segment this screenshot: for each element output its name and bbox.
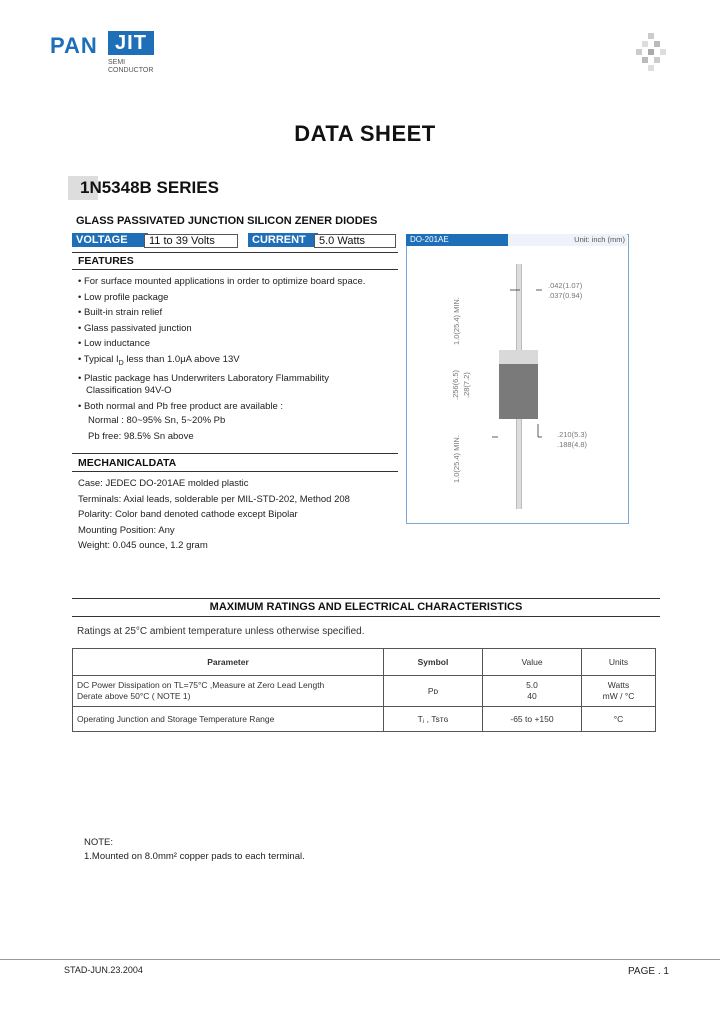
note-heading: NOTE:	[84, 837, 114, 848]
feature-item: • Low profile package	[78, 291, 169, 303]
current-value: 5.0 Watts	[314, 234, 396, 248]
divider	[72, 598, 660, 599]
logo-subtitle: SEMI CONDUCTOR	[108, 59, 154, 74]
mech-item: Weight: 0.045 ounce, 1.2 gram	[78, 540, 208, 551]
divider	[72, 269, 398, 270]
features-heading: FEATURES	[78, 255, 134, 267]
lead-dia-min: .037(0.94)	[548, 291, 583, 300]
mechanical-list	[78, 476, 398, 554]
ratings-table	[72, 648, 656, 732]
product-subtitle: GLASS PASSIVATED JUNCTION SILICON ZENER DIODES	[76, 215, 378, 227]
col-value: Value	[483, 649, 582, 676]
page-title: DATA SHEET	[294, 121, 436, 146]
footer-divider	[0, 959, 720, 960]
dimension-lines	[406, 234, 627, 522]
mech-item: Terminals: Axial leads, solderable per MIL-STD-202, Method 208	[78, 493, 350, 505]
divider	[72, 453, 398, 454]
lead-length-bottom: 1.0(25.4) MIN.	[452, 435, 461, 483]
feature-item: Normal : 80~95% Sn, 5~20% Pb	[88, 415, 226, 427]
divider	[72, 252, 398, 253]
current-label: CURRENT	[248, 233, 318, 247]
feature-item: • Glass passivated junction	[78, 322, 192, 334]
divider	[72, 616, 660, 617]
lead-length-top: 1.0(25.4) MIN.	[452, 297, 461, 345]
mech-item: Polarity: Color band denoted cathode except Bipolar	[78, 509, 298, 520]
decorative-squares-icon	[630, 33, 670, 73]
logo-pan: PAN	[50, 33, 98, 58]
divider	[72, 471, 398, 472]
mechanical-heading: MECHANICALDATA	[78, 457, 177, 469]
voltage-value: 11 to 39 Volts	[144, 234, 238, 248]
lead-dia-max: .042(1.07)	[548, 281, 583, 290]
body-length-max: .256(6.5)	[451, 369, 460, 400]
col-parameter: Parameter	[73, 649, 384, 676]
feature-item: Classification 94V-O	[86, 385, 172, 397]
package-label: DO-201AE	[406, 234, 508, 246]
col-units: Units	[582, 649, 656, 676]
body-dia-min: .188(4.8)	[557, 440, 588, 449]
feature-item: • Low inductance	[78, 338, 150, 349]
ratings-note: Ratings at 25°C ambient temperature unless otherwise specified.	[77, 626, 365, 637]
mech-item: Mounting Position: Any	[78, 524, 175, 536]
footer-page: PAGE . 1	[628, 966, 669, 977]
features-list	[78, 274, 398, 444]
table-row: DC Power Dissipation on TL=75°C ,Measure at Zero Lead Length Derate above 50°C ( NOTE 1) Pᴅ 5.0 40 Watts mW / °C	[73, 676, 656, 707]
mech-item: Case: JEDEC DO-201AE molded plastic	[78, 478, 249, 489]
voltage-label: VOLTAGE	[72, 233, 148, 247]
table-row: Operating Junction and Storage Temperature Range Tⱼ , Tsтɢ -65 to +150 °C	[73, 707, 656, 732]
body-dia-max: .210(5.3)	[557, 430, 588, 439]
body-length-min: .28(7.2)	[462, 372, 471, 398]
feature-item: • Plastic package has Underwriters Laboratory Flammability	[78, 372, 329, 384]
feature-item: • For surface mounted applications in order to optimize board space.	[78, 276, 366, 287]
series-name: 1N5348B SERIES	[80, 178, 219, 197]
feature-item: • Both normal and Pb free product are available :	[78, 400, 284, 412]
logo-jit: JIT	[108, 31, 154, 55]
feature-item: • Built-in strain relief	[78, 307, 163, 318]
unit-label: Unit: inch (mm)	[574, 235, 625, 244]
col-symbol: Symbol	[384, 649, 483, 676]
table-header-row	[73, 649, 656, 676]
footer-date: STAD-JUN.23.2004	[64, 965, 143, 975]
note-item: 1.Mounted on 8.0mm² copper pads to each terminal.	[84, 851, 305, 862]
feature-item: Pb free: 98.5% Sn above	[88, 430, 194, 442]
ratings-heading: MAXIMUM RATINGS AND ELECTRICAL CHARACTERISTICS	[209, 601, 523, 613]
feature-item: • Typical $I_D$ less than 1.0μA above 13V	[78, 353, 240, 367]
